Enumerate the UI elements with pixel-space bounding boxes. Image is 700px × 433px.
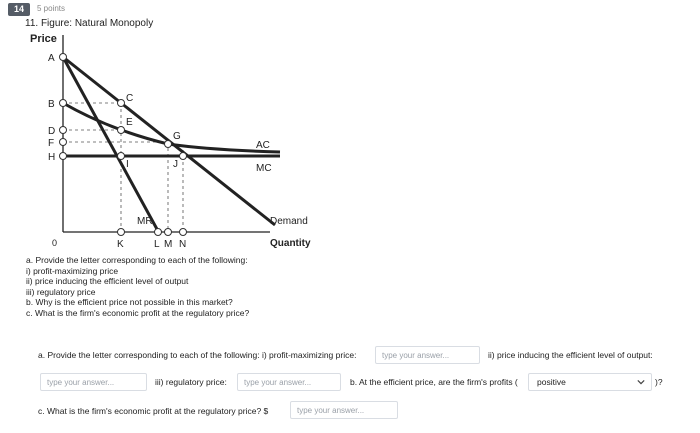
point-label-e: E — [126, 117, 133, 128]
answer-b-select[interactable] — [528, 373, 652, 391]
answer-b-suffix: )? — [655, 377, 663, 387]
demand-label: Demand — [270, 216, 308, 227]
mc-label: MC — [256, 163, 272, 174]
answer-b-prompt: b. At the efficient price, are the firm's profits ( — [350, 377, 518, 387]
natural-monopoly-figure — [0, 0, 330, 255]
quantity-label-k: K — [117, 239, 124, 250]
question-number-badge: 14 — [8, 3, 30, 16]
question-text — [26, 255, 249, 319]
answer-a-ii-input[interactable] — [40, 373, 147, 391]
figure-title: 11. Figure: Natural Monopoly — [25, 18, 154, 29]
point-label-c: C — [126, 93, 134, 104]
ac-label: AC — [256, 140, 270, 151]
point-label-i: I — [126, 159, 129, 170]
price-label-a: A — [48, 53, 55, 64]
price-label-b: B — [48, 99, 55, 110]
answer-a-ii-prompt: ii) price inducing the efficient level of output: — [488, 350, 653, 360]
answer-b-selected-value: positive — [537, 377, 566, 387]
answer-a-iii-input[interactable] — [237, 373, 341, 391]
price-label-h: H — [48, 152, 56, 163]
origin-label: 0 — [52, 238, 58, 248]
quantity-label-m: M — [164, 239, 173, 250]
answer-a-i-input[interactable] — [375, 346, 480, 364]
quantity-label-l: L — [154, 239, 160, 250]
answer-c-input[interactable] — [290, 401, 398, 419]
points-label: 5 points — [37, 4, 66, 13]
chevron-down-icon — [637, 378, 645, 386]
mr-curve — [63, 57, 158, 231]
point-label-j: J — [173, 159, 178, 170]
question-line: i) profit-maximizing price — [26, 265, 119, 276]
point-label-g: G — [173, 131, 181, 142]
answer-a-iii-prompt: iii) regulatory price: — [155, 377, 227, 387]
price-label-f: F — [48, 138, 55, 149]
y-axis-label: Price — [30, 33, 57, 45]
question-line: c. What is the firm's economic profit at the regulatory price? — [26, 307, 250, 318]
x-axis-label: Quantity — [270, 238, 311, 249]
question-line: iii) regulatory price — [26, 286, 96, 297]
quantity-label-n: N — [179, 239, 187, 250]
mr-label: MR — [137, 216, 153, 227]
answer-a-prompt: a. Provide the letter corresponding to each of the following: i) profit-maximizing price: — [38, 350, 357, 360]
question-line: ii) price inducing the efficient level of output — [26, 276, 189, 287]
price-label-d: D — [48, 126, 56, 137]
question-line: b. Why is the efficient price not possible in this market? — [26, 297, 233, 308]
question-line: a. Provide the letter corresponding to each of the following: — [26, 255, 248, 265]
answer-c-prompt: c. What is the firm's economic profit at the regulatory price? $ — [38, 406, 269, 416]
